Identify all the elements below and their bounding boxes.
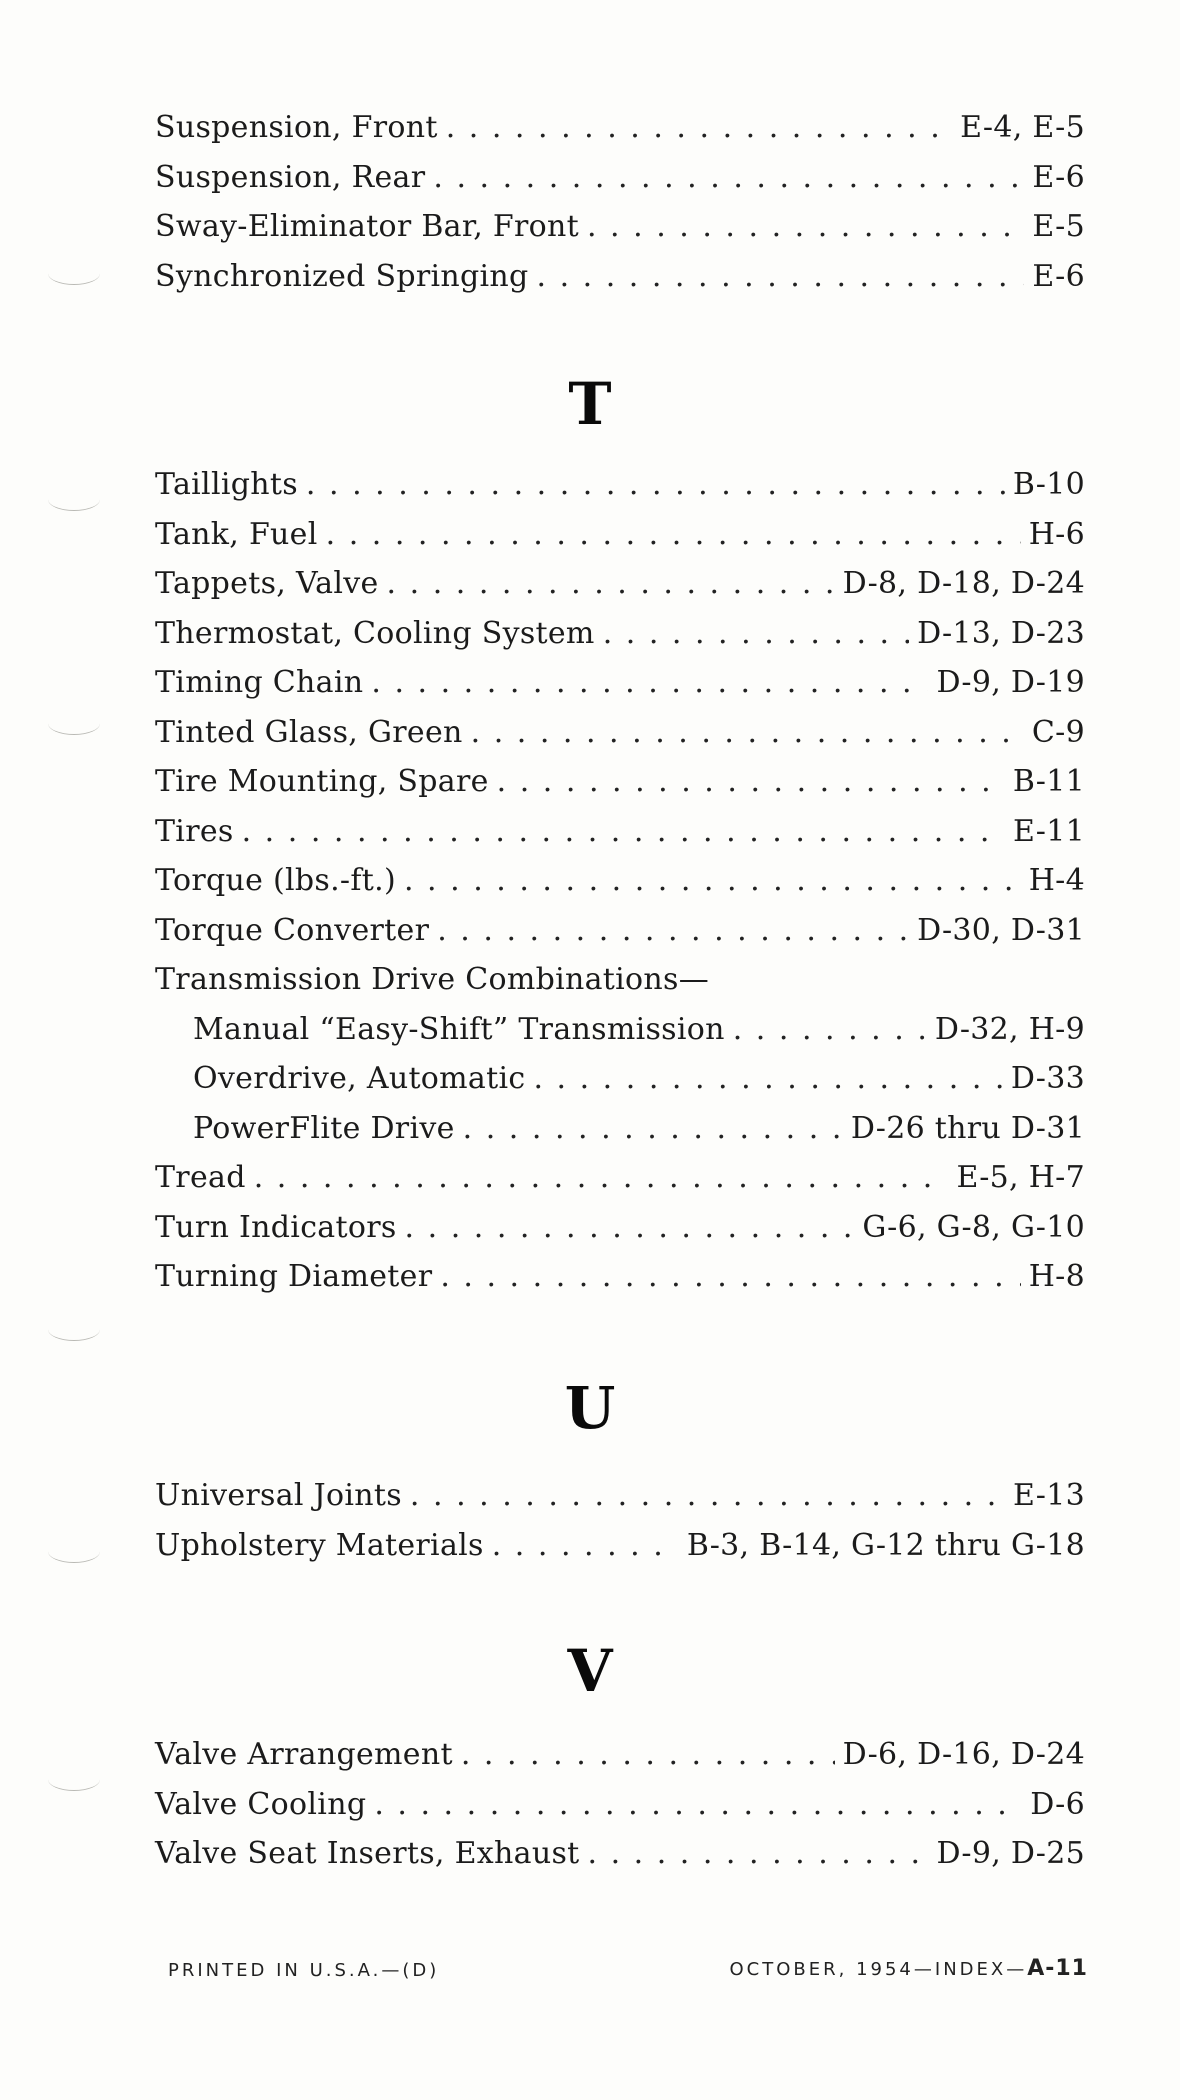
- dot-leader: [587, 209, 1024, 244]
- entry-term: Tappets, Valve: [155, 566, 379, 601]
- entry-term: Sway-Eliminator Bar, Front: [155, 209, 579, 244]
- entry-page-refs: E-6: [1032, 159, 1085, 195]
- dot-leader: [437, 913, 909, 948]
- dot-leader: [440, 1259, 1020, 1294]
- dot-leader: [371, 665, 928, 700]
- entry-page-refs: H-4: [1028, 863, 1085, 898]
- dot-leader: [588, 1836, 929, 1871]
- punch-hole-mark: [48, 488, 100, 511]
- entry-page-refs: D-26 thru D-31: [850, 1110, 1085, 1146]
- entry-term: Tires: [155, 813, 234, 849]
- entry-term: Valve Arrangement: [155, 1737, 453, 1772]
- dot-leader: [471, 715, 1024, 750]
- dot-leader: [537, 259, 1025, 294]
- index-entry: [155, 110, 1085, 160]
- entry-term: PowerFlite Drive: [193, 1110, 455, 1146]
- dot-leader: [446, 110, 952, 145]
- dot-leader: [433, 160, 1024, 195]
- index-entry: [155, 1478, 1085, 1528]
- index-entry: [155, 566, 1085, 616]
- dot-leader: [410, 1478, 1005, 1513]
- entry-term: Upholstery Materials: [155, 1527, 484, 1563]
- entry-term: Overdrive, Automatic: [193, 1061, 526, 1096]
- printed-in-note: PRINTED IN U.S.A.—(D): [168, 1960, 440, 1981]
- entry-page-refs: E-6: [1032, 258, 1085, 294]
- index-entry: [155, 764, 1085, 814]
- index-subentry: [155, 1061, 1085, 1111]
- dot-leader: [463, 1111, 843, 1146]
- index-entry: [155, 616, 1085, 666]
- entry-page-refs: D-33: [1010, 1061, 1085, 1096]
- index-entry: [155, 814, 1085, 864]
- entry-page-refs: D-6: [1030, 1786, 1085, 1822]
- section-letter-heading: U: [564, 1374, 616, 1442]
- index-section-v: [155, 1737, 1085, 1886]
- entry-page-refs: B-10: [1012, 467, 1085, 502]
- section-letter-heading: T: [568, 370, 612, 438]
- index-entry: [155, 1160, 1085, 1210]
- dot-leader: [492, 1528, 679, 1563]
- index-entry-group-heading: [155, 962, 1085, 1012]
- index-entry: [155, 467, 1085, 517]
- dot-leader: [603, 616, 909, 651]
- dot-leader: [306, 467, 1005, 502]
- entry-page-refs: D-8, D-18, D-24: [842, 566, 1085, 601]
- entry-page-refs: E-5: [1032, 209, 1085, 244]
- dot-leader: [733, 1012, 927, 1047]
- index-subentry: [155, 1012, 1085, 1062]
- entry-term: Timing Chain: [155, 665, 364, 700]
- entry-page-refs: B-3, B-14, G-12 thru G-18: [686, 1527, 1085, 1563]
- entry-page-refs: E-13: [1013, 1478, 1085, 1513]
- entry-term: Universal Joints: [155, 1478, 402, 1513]
- entry-term: Transmission Drive Combinations—: [155, 962, 710, 997]
- index-section-u: [155, 1478, 1085, 1577]
- entry-page-refs: B-11: [1012, 764, 1085, 799]
- dot-leader: [405, 1210, 855, 1245]
- dot-leader: [374, 1787, 1022, 1822]
- dot-leader: [254, 1160, 949, 1195]
- index-entry: [155, 1528, 1085, 1578]
- entry-term: Turn Indicators: [155, 1209, 397, 1245]
- footer-date-index: [730, 1956, 1089, 1981]
- index-entry: [155, 665, 1085, 715]
- dot-leader: [242, 814, 1005, 849]
- entry-page-refs: D-13, D-23: [917, 615, 1085, 651]
- punch-hole-mark: [48, 262, 100, 285]
- dot-leader: [533, 1061, 1002, 1096]
- entry-page-refs: H-6: [1028, 516, 1085, 552]
- entry-term: Synchronized Springing: [155, 258, 529, 294]
- footer-date: OCTOBER, 1954—INDEX—: [729, 1959, 1028, 1980]
- index-entry: [155, 160, 1085, 210]
- index-entry: [155, 259, 1085, 309]
- entry-term: Thermostat, Cooling System: [155, 615, 595, 651]
- index-entry: [155, 517, 1085, 567]
- entry-page-refs: D-32, H-9: [934, 1011, 1085, 1047]
- entry-term: Torque Converter: [155, 912, 430, 948]
- index-entry: [155, 1787, 1085, 1837]
- entry-term: Torque (lbs.-ft.): [155, 863, 396, 898]
- entry-term: Valve Seat Inserts, Exhaust: [155, 1836, 580, 1871]
- entry-term: Turning Diameter: [155, 1259, 433, 1294]
- entry-page-refs: C-9: [1031, 714, 1085, 750]
- entry-page-refs: D-9, D-19: [936, 665, 1085, 700]
- entry-page-refs: D-6, D-16, D-24: [842, 1737, 1085, 1772]
- entry-term: Taillights: [155, 467, 298, 502]
- dot-leader: [497, 764, 1005, 799]
- index-subentry: [155, 1111, 1085, 1161]
- entry-page-refs: E-5, H-7: [956, 1160, 1085, 1195]
- entry-term: Tinted Glass, Green: [155, 714, 463, 750]
- dot-leader: [461, 1737, 835, 1772]
- index-entry: [155, 1737, 1085, 1787]
- index-entry: [155, 209, 1085, 259]
- entry-term: Tank, Fuel: [155, 516, 318, 552]
- section-letter-heading: V: [567, 1637, 613, 1705]
- entry-term: Manual “Easy-Shift” Transmission: [193, 1011, 725, 1047]
- entry-page-refs: G-6, G-8, G-10: [862, 1209, 1085, 1245]
- punch-hole-mark: [48, 1318, 100, 1341]
- dot-leader: [404, 863, 1021, 898]
- index-entry: [155, 913, 1085, 963]
- index-entry: [155, 1836, 1085, 1886]
- entry-page-refs: E-4, E-5: [960, 110, 1085, 145]
- entry-page-refs: H-8: [1028, 1259, 1085, 1294]
- index-entry: [155, 1210, 1085, 1260]
- entry-page-refs: E-11: [1013, 813, 1085, 849]
- index-section-s: [155, 110, 1085, 308]
- page-number: A-11: [1027, 1956, 1088, 1981]
- entry-term: Tread: [155, 1160, 246, 1195]
- entry-term: Suspension, Rear: [155, 159, 426, 195]
- entry-term: Suspension, Front: [155, 110, 438, 145]
- punch-hole-mark: [48, 1768, 100, 1791]
- index-entry: [155, 1259, 1085, 1309]
- index-entry: [155, 863, 1085, 913]
- index-entry: [155, 715, 1085, 765]
- punch-hole-mark: [48, 712, 100, 735]
- punch-hole-mark: [48, 1540, 100, 1563]
- entry-term: Valve Cooling: [155, 1786, 367, 1822]
- entry-page-refs: D-9, D-25: [936, 1836, 1085, 1871]
- entry-term: Tire Mounting, Spare: [155, 764, 489, 799]
- dot-leader: [387, 566, 835, 601]
- entry-page-refs: D-30, D-31: [917, 912, 1085, 948]
- dot-leader: [326, 517, 1021, 552]
- index-section-t: [155, 467, 1085, 1309]
